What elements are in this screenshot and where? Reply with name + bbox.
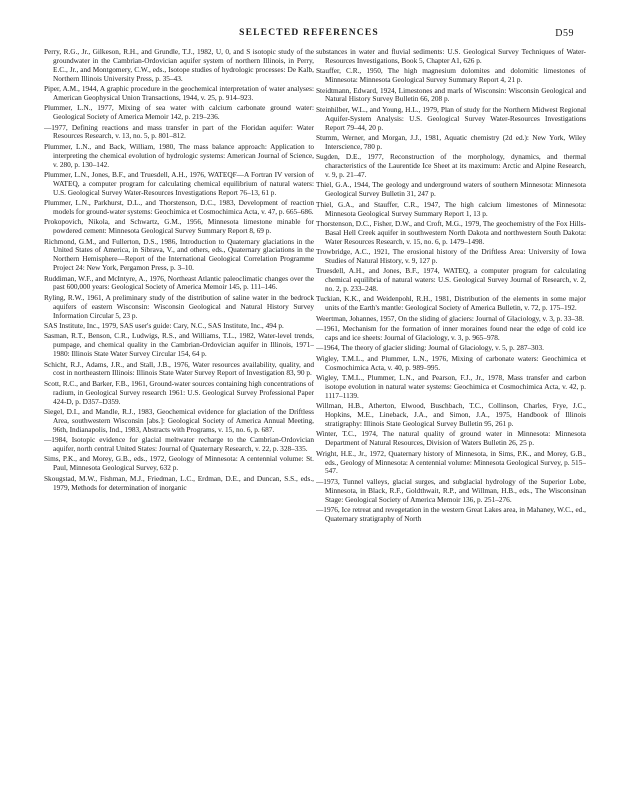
- reference-entry: Thiel, G.A., 1944, The geology and underground waters of southern Minnesota: Minnesota Geological Survey Bulletin 31, 247 p.: [316, 180, 586, 199]
- reference-entry: Piper, A.M., 1944, A graphic procedure in the geochemical interpretation of water analyses: American Geophysical Union Transactions, 1944, v. 25, p. 914–923.: [44, 83, 314, 102]
- reference-entry: —1973, Tunnel valleys, glacial surges, and subglacial hydrology of the Superior Lobe, Minnesota, in Black, R.F., Goldthwait, R.P., and Willman, H.B., eds., The Wisconsinan Stage: Geological Society of America Memoir 136, p. 251–276.: [316, 476, 586, 504]
- reference-entry: Stauffer, C.R., 1950, The high magnesium dolomites and dolomitic limestones of Minnesota: Minnesota Geological Survey Summary Report 4, 21 p.: [316, 66, 586, 85]
- reference-entry: Sims, P.K., and Morey, G.B., eds., 1972, Geology of Minnesota: A centennial volume: St. Paul, Minnesota Geological Survey, 632 p.: [44, 454, 314, 473]
- reference-entry: —1964, The theory of glacier sliding: Journal of Glaciology, v. 5, p. 287–303.: [316, 343, 544, 353]
- reference-entry: Winter, T.C., 1974, The natural quality of ground water in Minnesota: Minnesota Department of Natural Resources, Division of Waters Bulletin 26, 25 p.: [316, 429, 586, 448]
- reference-entry: Ruddiman, W.F., and McIntyre, A., 1976, Northeast Atlantic paleoclimatic changes over the past 600,000 years: Geological Society of America Memoir 145, p. 111–146.: [44, 273, 314, 292]
- reference-entry: Truesdell, A.H., and Jones, B.F., 1974, WATEQ, a computer program for calculating chemical equilibria of natural waters: U.S. Geological Survey Journal of Research, v. 2, no. 2, p. 233–248.: [316, 266, 586, 294]
- reference-entry: Ryling, R.W., 1961, A preliminary study of the distribution of saline water in the bedrock aquifers of eastern Wisconsin: Wisconsin Geological and Natural History Survey Information Circular 5, 23 p.: [44, 292, 314, 320]
- reference-entry: SAS Institute, Inc., 1979, SAS user's guide: Cary, N.C., SAS Institute, Inc., 494 p.: [44, 321, 284, 330]
- reference-entry: Schicht, R.J., Adams, J.R., and Stall, J.B., 1976, Water resources availability, quality, and cost in northeastern Illinois: Illinois State Water Survey Report of Investigation 83, 90 p.: [44, 359, 314, 378]
- reference-entry: Plummer, L.N., Parkhurst, D.L., and Thorstenson, D.C., 1983, Development of reaction models for ground-water systems: Geochimica et Cosmochimica Acta, v. 47, p. 665–686.: [44, 198, 314, 216]
- reference-entry: Perry, R.G., Jr., Gilkeson, R.H., and Grundle, T.J., 1982, U, 0, and S isotopic study of the groundwater in the Cambrian-Ordovician aquifer system of northern Illinois, in Perry, E.C., Jr., and Montgomery, C.W., eds., Isotope studies of hydrologic processes: De Kalb, Northern Illinois University Press, p. 35–43.: [44, 48, 314, 83]
- reference-entry: Prokopovich, Nikola, and Schwartz, G.M., 1956, Minnesota limestone minable for powdered cement: Minnesota Geological Survey Summary Report 8, 69 p.: [44, 217, 314, 236]
- reference-entry: Wright, H.E., Jr., 1972, Quaternary history of Minnesota, in Sims, P.K., and Morey, G.B., eds., Geology of Minnesota: A centennial volume: Minnesota Geological Survey, p. 515–547.: [316, 448, 586, 476]
- reference-entry: Weertman, Johannes, 1957, On the sliding of glaciers: Journal of Glaciology, v. 3, p. 33–38.: [316, 313, 584, 323]
- reference-entry: Thorstenson, D.C., Fisher, D.W., and Croft, M.G., 1979, The geochemistry of the Fox Hills-Basal Hell Creek aquifer in southwestern North Dakota and northwestern South Dakota: Water Resources Research, v. 15, no. 6, p. 1479–1498.: [316, 218, 586, 246]
- reference-entry: Skougstad, M.W., Fishman, M.J., Friedman, L.C., Erdman, D.E., and Duncan, S.S., eds., 1979, Methods for determination of inorganic: [44, 473, 314, 492]
- reference-entry: —1961, Mechanism for the formation of inner moraines found near the edge of cold ice caps and ice sheets: Journal of Glaciology, v. 3, p. 965–978.: [316, 324, 586, 343]
- reference-entry: Trowbridge, A.C., 1921, The erosional history of the Driftless Area: University of Iowa Studies of Natural History, v. 9, 127 p.: [316, 247, 586, 265]
- running-title: SELECTED REFERENCES: [239, 28, 379, 38]
- reference-entry: Richmond, G.M., and Fullerton, D.S., 1986, Introduction to Quaternary glaciations in the United States of America, in Sibrava, V., and others, eds., Quaternary glaciations in the Northern Hemisphere—Report of the International Geological Correlation Programme Project 24: New York, Pergamon Press, p. 3–10.: [44, 236, 314, 273]
- reference-entry: Sugden, D.E., 1977, Reconstruction of the morphology, dynamics, and thermal characteristics of the Laurentide Ice Sheet at its maximum: Arctic and Alpine Research, v. 9, p. 21–47.: [316, 152, 586, 179]
- page-header: [0, 28, 618, 42]
- reference-entry: Wigley, T.M.L., and Plummer, L.N., 1976, Mixing of carbonate waters: Geochimica et Cosmochimica Acta, v. 40, p. 989–995.: [316, 353, 586, 372]
- reference-entry: —1977, Defining reactions and mass transfer in part of the Floridan aquifer: Water Resources Research, v. 13, no. 5, p. 801–812.: [44, 122, 314, 141]
- reference-entry: —1984, Isotopic evidence for glacial meltwater recharge to the Cambrian-Ordovician aquifer, north central United States: Journal of Quaternary Research, v. 22, p. 328–335.: [44, 435, 314, 453]
- reference-entry: Steinhilber, W.L., and Young, H.L., 1979, Plan of study for the Northern Midwest Regional Aquifer-System Analysis: U.S. Geological Survey Water-Resources Investigations Report 79–44, 20 p.: [316, 104, 586, 132]
- reference-entry: Stumm, Werner, and Morgan, J.J., 1981, Aquatic chemistry (2d ed.): New York, Wiley Interscience, 780 p.: [316, 132, 586, 151]
- page-number: D59: [555, 28, 574, 39]
- reference-entry: Thiel, G.A., and Stauffer, C.R., 1947, The high calcium limestones of Minnesota: Minnesota Geological Survey Summary Report 1, 13 p.: [316, 199, 586, 218]
- reference-entry: Sasman, R.T., Benson, C.R., Ludwigs, R.S., and Williams, T.L., 1982, Water-level trends, pumpage, and chemical quality in the Cambrian-Ordovician aquifer in Illinois, 1971–1980: Illinois State Water Survey Circular 154, 64 p.: [44, 331, 314, 359]
- reference-entry: Tuckian, K.K., and Weidenpohl, R.H., 1981, Distribution of the elements in some major units of the Earth's mantle: Geological Society of America Bulletin, v. 72, p. 175–192.: [316, 294, 586, 313]
- reference-entry: Scott, R.C., and Barker, F.B., 1961, Ground-water sources containing high concentrations of radium, in Geological Survey research 1961: U.S. Geological Survey Professional Paper 424-D, p. D357–D359.: [44, 378, 314, 406]
- reference-entry: substances in water and fluvial sediments: U.S. Geological Survey Techniques of Water-Resources Investigations, Book 5, Chapter A1, 626 p.: [316, 48, 586, 65]
- reference-entry: Wigley, T.M.L., Plummer, L.N., and Pearson, F.J., Jr., 1978, Mass transfer and carbon isotope evolution in natural water systems: Geochimica et Cosmochimica Acta, v. 42, p. 1117–1139.: [316, 373, 586, 400]
- reference-entry: Willman, H.B., Atherton, Elwood, Buschbach, T.C., Collinson, Charles, Frye, J.C., Hopkins, M.E., Lineback, J.A., and Simon, J.A., 1975, Handbook of Illinois stratigraphy: Illinois State Geological Survey Bulletin 95, 261 p.: [316, 401, 586, 428]
- reference-entry: —1976, Ice retreat and revegetation in the western Great Lakes area, in Mahaney, W.C., ed., Quaternary stratigraphy of North: [316, 504, 586, 523]
- reference-entry: Steidtmann, Edward, 1924, Limestones and marls of Wisconsin: Wisconsin Geological and Natural History Survey Bulletin 66, 208 p.: [316, 85, 586, 104]
- reference-entry: Siegel, D.I., and Mandle, R.J., 1983, Geochemical evidence for glaciation of the Driftless Area, southwestern Wisconsin [abs.]: Geological Society of America Annual Meeting, 96th, Indianapolis, Ind., 1983, Abstracts with Programs, v. 15, no. 6, p. 687.: [44, 406, 314, 434]
- right-reference-column: [316, 48, 586, 793]
- reference-entry: Plummer, L.N., 1977, Mixing of sea water with calcium carbonate ground water: Geological Society of America Memoir 142, p. 219–236.: [44, 103, 314, 122]
- reference-entry: Plummer, L.N., Jones, B.F., and Truesdell, A.H., 1976, WATEQF—A Fortran IV version of WATEQ, a computer program for calculating chemical equilibrium of natural waters: U.S. Geological Survey Water-Resources Investigations Report 76–13, 61 p.: [44, 169, 314, 197]
- reference-entry: Plummer, L.N., and Back, William, 1980, The mass balance approach: Application to interpreting the chemical evolution of hydrologic systems: American Journal of Science, v. 280, p. 130–142.: [44, 141, 314, 169]
- left-reference-column: [44, 48, 314, 793]
